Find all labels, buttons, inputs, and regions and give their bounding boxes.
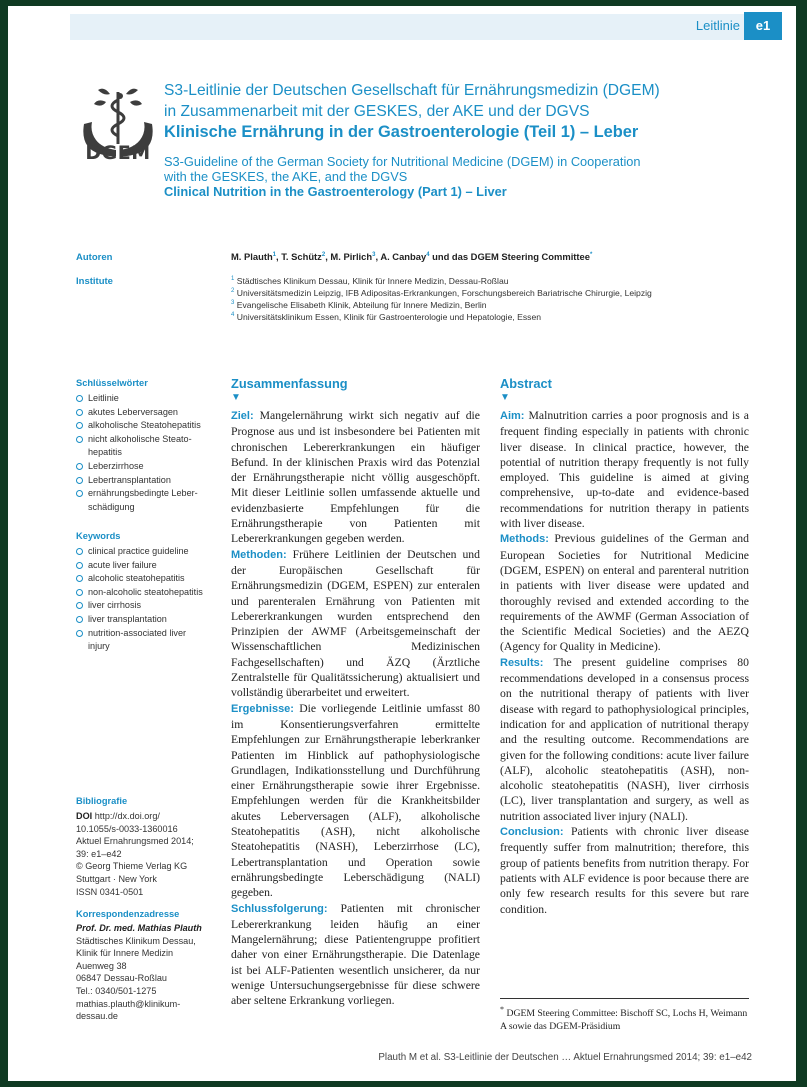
keyword-item: alkoholische Steatohepatitis — [76, 419, 216, 433]
keywords-heading: Keywords — [76, 531, 121, 541]
doi-link[interactable]: http://dx.doi.org/ — [94, 811, 160, 821]
keyword-item: liver transplantation — [76, 613, 216, 627]
bullet-icon — [76, 602, 83, 609]
bibliografie-heading: Bibliografie — [76, 796, 128, 806]
author-name: M. Plauth — [231, 251, 273, 262]
korrespondenz-line: Auenweg 38 — [76, 960, 127, 971]
keyword-item: nicht alkoholische Steato- hepatitis — [76, 433, 216, 460]
bullet-icon — [76, 422, 83, 429]
korrespondenz-line: Tel.: 0340/501-1275 — [76, 985, 157, 996]
keyword-item: acute liver failure — [76, 559, 216, 573]
bibliografie-block — [76, 810, 221, 898]
zusammenfassung-text: Ziel: Mangelernährung wirkt sich negativ auf die Prognose aus und ist insbesondere bei Patienten mit chronischen Lebererkrankungen ein häufiger Befund. In der klinischen Praxis wird das Potenzial der Ernährungstherapie nicht völlig ausgeschöpft. Mit dieser Leitlinie sollen umfassende aktuelle und evidenzbasierte Empfehlungen für die Ernährungstherapie von Patienten mit Lebererkrankungen gegeben werden. Methoden: Frühere Leitlinien der Deutschen und der Europäischen Gesellschaft für Ernährungsmedizin (DGEM, ESPEN) zur enteralen und parenteralen Ernährung von Patienten mit Lebererkrankungen wurden entsprechend den Prinzipien der AWMF (Arbeitsgemeinschaft der Wissenschaftlichen Medizinischen Fachgesellschaften) und ÄZQ (Ärztliche Zentralstelle für Qualitätssicherung) aktualisiert und vollständig überarbeitet und erweitert. Ergebnisse: Die vorliegende Leitlinie umfasst 80 im Konsentierungsverfahren ermittelte Empfehlungen zur Ernährungstherapie leberkranker Patienten im Hinblick auf pathophysiologische Grundlagen, Indikationsstellung und Durchführung einer Ernährungstherapie sowie ihrer Ergebnisse. Empfehlungen werden für die Krankheitsbilder akutes Leberversagen (ALF), alkoholische Steatohepatitis (ASH), nicht alkoholische Steatohepatitis (NASH), Leberzirrhose (LC), Lebertransplantation und Operation sowie ernährungsbedingte Leberschädigung (NALI) gegeben. Schlussfolgerung: Patienten mit chronischer Lebererkrankung leiden häufig an einer Mangelernährung; diese Patientengruppe profitiert daher von einer Ernährungstherapie. Die Datenlage ist bei ALF-Patienten wesentlich unsicherer, da nur wenige Untersuchungsergebnisse für diese schwere aber seltene Erkrankung vorliegen. — [231, 409, 480, 1008]
autoren-label: Autoren — [76, 252, 113, 263]
keyword-item: liver cirrhosis — [76, 599, 216, 613]
bibliografie-line: Aktuel Ernahrungsmed 2014; — [76, 836, 194, 847]
page-footer: Plauth M et al. S3-Leitlinie der Deutschen … Aktuel Ernahrungsmed 2014; 39: e1–e42 — [378, 1052, 752, 1063]
keyword-item: ernährungsbedingte Leber- schädigung — [76, 487, 216, 514]
institute-4: $^4$ Universitätsklinikum Essen, Klinik für Gastroenterologie und Hepatologie, Essen — [231, 312, 542, 322]
page-number: e1 — [744, 12, 782, 40]
bullet-icon — [76, 490, 83, 497]
korrespondenz-line: 06847 Dessau-Roßlau — [76, 973, 167, 984]
bullet-icon — [76, 575, 83, 582]
bibliografie-line: 39: e1–e42 — [76, 848, 122, 859]
title-en-line2: with the GESKES, the AKE, and the DGVS — [164, 169, 408, 184]
authors-tail: und das DGEM Steering Committee — [432, 251, 590, 262]
down-arrow-icon: ▼ — [500, 392, 510, 403]
author-name: M. Pirlich — [330, 251, 373, 262]
bullet-icon — [76, 630, 83, 637]
author-list: M. Plauth$^1$, T. Schütz$^2$, M. Pirlich$^3$, A. Canbay$^4$ und das DGEM Steering Committee* — [231, 251, 593, 262]
footnote-divider — [500, 998, 749, 999]
korrespondenz-line: Klinik für Innere Medizin — [76, 948, 174, 959]
title-en-line1: S3-Guideline of the German Society for Nutritional Medicine (DGEM) in Cooperation — [164, 154, 641, 169]
bibliografie-line: © Georg Thieme Verlag KG — [76, 861, 188, 872]
section-label: Leitlinie — [695, 18, 740, 33]
footnote: * DGEM Steering Committee: Bischoff SC, Lochs H, Weimann A sowie das DGEM-Präsidium — [500, 1005, 748, 1033]
bibliografie-line: ISSN 0341-0501 — [76, 886, 144, 897]
zusammenfassung-heading: Zusammenfassung — [231, 376, 348, 391]
schluesselwoerter-heading: Schlüsselwörter — [76, 378, 148, 388]
bullet-icon — [76, 409, 83, 416]
keywords-list — [76, 545, 216, 654]
bullet-icon — [76, 589, 83, 596]
title-de-line2: in Zusammenarbeit mit der GESKES, der AKE und der DGVS — [164, 103, 590, 120]
bullet-icon — [76, 616, 83, 623]
keyword-item: Leberzirrhose — [76, 460, 216, 474]
keyword-item: nutrition-associated liver injury — [76, 627, 216, 654]
keyword-item: Lebertransplantation — [76, 474, 216, 488]
down-arrow-icon: ▼ — [231, 392, 241, 403]
bullet-icon — [76, 463, 83, 470]
institute-2: $^2$ Universitätsmedizin Leipzig, IFB Adipositas-Erkrankungen, Forschungsbereich Bariatrische Chirurgie, Leipzig — [231, 288, 652, 298]
bullet-icon — [76, 548, 83, 555]
article-page — [8, 6, 796, 1081]
institute-label: Institute — [76, 276, 113, 287]
bibliografie-line: Stuttgart · New York — [76, 873, 157, 884]
korrespondenz-line: mathias.plauth@klinikum- — [76, 998, 181, 1009]
title-de-line1: S3-Leitlinie der Deutschen Gesellschaft für Ernährungsmedizin (DGEM) — [164, 82, 660, 99]
korrespondenz-lines — [76, 935, 221, 1023]
keyword-item: non-alcoholic steatohepatitis — [76, 586, 216, 600]
korrespondenz-line: Städtisches Klinikum Dessau, — [76, 935, 196, 946]
bullet-icon — [76, 562, 83, 569]
institute-1: $^1$ Städtisches Klinikum Dessau, Klinik für Innere Medizin, Dessau-Roßlau — [231, 276, 509, 286]
author-name: A. Canbay — [380, 251, 427, 262]
keyword-item: Leitlinie — [76, 392, 216, 406]
keyword-item: akutes Leberversagen — [76, 406, 216, 420]
bullet-icon — [76, 436, 83, 443]
bullet-icon — [76, 477, 83, 484]
korrespondenz-line: dessau.de — [76, 1011, 118, 1022]
keyword-item: alcoholic steatohepatitis — [76, 572, 216, 586]
header-bar — [70, 14, 750, 40]
title-en-main: Clinical Nutrition in the Gastroenterology (Part 1) – Liver — [164, 184, 507, 199]
bullet-icon — [76, 395, 83, 402]
korrespondenz-heading: Korrespondenzadresse — [76, 909, 180, 919]
abstract-text: Aim: Malnutrition carries a poor prognosis and is a frequent finding especially in patients with chronic liver disease. In clinical practice, however, the potential of nutrition therapy frequently is not fully employed. This guideline is aimed at giving comprehensive, up-to-date and evidence-based recommendations for nutrition therapy in patients with liver disease. Methods: Previous guidelines of the German and European Societies for Nutritional Medicine (DGEM, ESPEN) on enteral and parenteral nutrition in patients with liver disease were updated and thoroughly revised and extended according to the requirements of the AWMF (German Association of the Scientific Medical Societies) and the AEZQ (Agency for Quality in Medicine). Results: The present guideline comprises 80 recommendations developed in a consensus process on the nutritional therapy of patients with liver disease with regard to pathophysiological principles, indication for and application of nutritional therapy and the resulting outcome. Recommendations are given for the following conditions: acute liver failure (ALF), alcoholic steatohepatitis (ASH), non-alcoholic steatohepatitis (NASH), liver cirrhosis (LC), liver transplantation and surgery, as well as nutrition associated liver injury (NALI). Conclusion: Patients with chronic liver disease frequently suffer from malnutrition; therefore, this group of patients benefits from nutrition therapy. For patients with ALF evidence is poor because there are only few research results for this severe but rare condition. — [500, 409, 749, 916]
korrespondenz-block — [76, 922, 221, 1023]
logo-text: DGEM — [85, 142, 151, 164]
bibliografie-lines — [76, 835, 221, 898]
author-name: T. Schütz — [281, 251, 322, 262]
title-de-main: Klinische Ernährung in der Gastroenterologie (Teil 1) – Leber — [164, 123, 639, 141]
abstract-heading: Abstract — [500, 376, 552, 391]
korrespondenz-name: Prof. Dr. med. Mathias Plauth — [76, 923, 202, 933]
doi-number: 10.1055/s-0033-1360016 — [76, 823, 178, 834]
keyword-item: clinical practice guideline — [76, 545, 216, 559]
institute-3: $^3$ Evangelische Elisabeth Klinik, Abteilung für Innere Medizin, Berlin — [231, 300, 487, 310]
doi-label: DOI — [76, 811, 93, 821]
schluesselwoerter-list — [76, 392, 216, 514]
